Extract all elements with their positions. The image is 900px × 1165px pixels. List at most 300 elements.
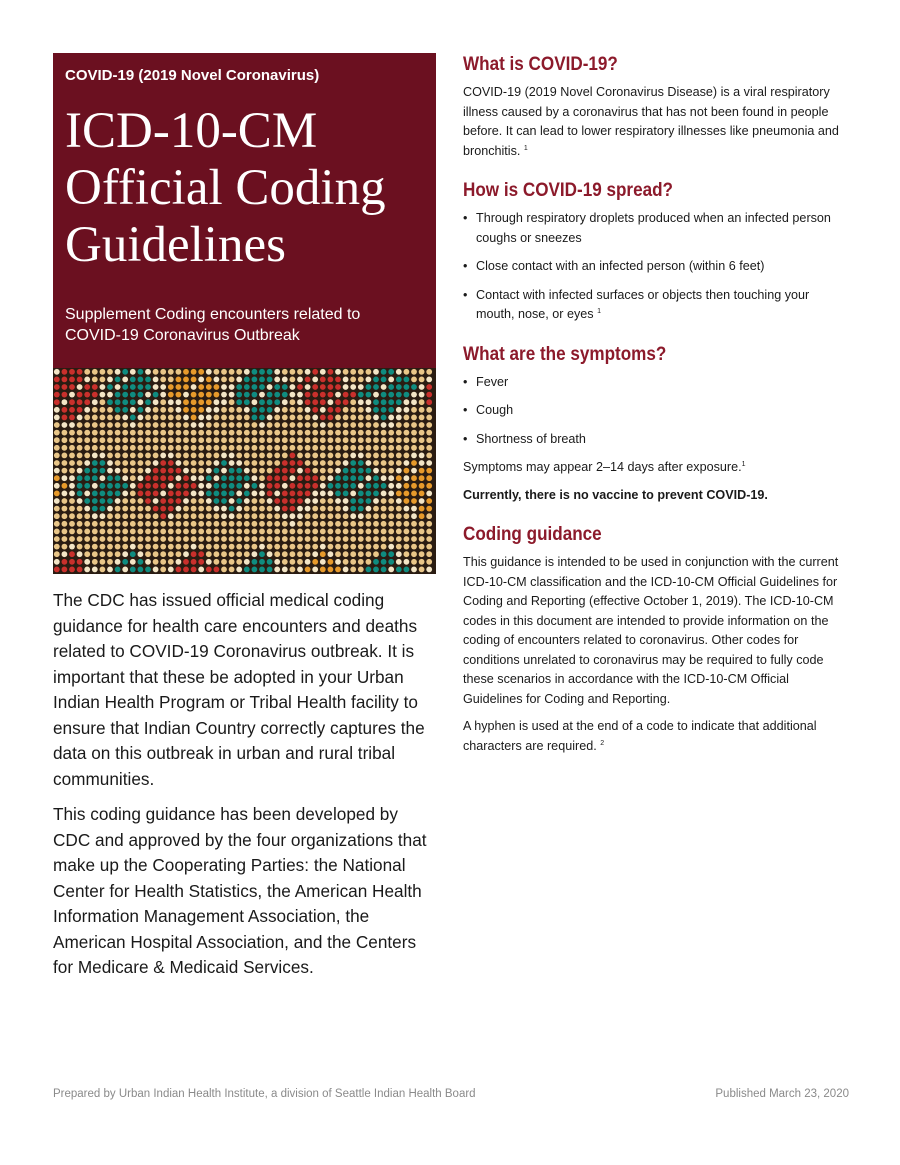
pattern-bead — [122, 536, 128, 542]
pattern-bead — [335, 445, 341, 451]
pattern-bead — [259, 460, 265, 466]
pattern-bead — [244, 437, 250, 443]
pattern-bead — [168, 506, 174, 512]
pattern-bead — [312, 536, 318, 542]
pattern-bead — [130, 475, 136, 481]
pattern-bead — [138, 506, 144, 512]
pattern-bead — [115, 559, 121, 565]
pattern-bead — [366, 460, 372, 466]
pattern-bead — [168, 529, 174, 535]
pattern-bead — [419, 567, 425, 573]
pattern-bead — [130, 506, 136, 512]
pattern-bead — [252, 483, 258, 489]
pattern-bead — [396, 491, 402, 497]
pattern-bead — [267, 415, 273, 421]
pattern-bead — [198, 460, 204, 466]
pattern-bead — [381, 445, 387, 451]
pattern-bead — [297, 460, 303, 466]
pattern-bead — [138, 468, 144, 474]
pattern-bead — [328, 437, 334, 443]
pattern-bead — [236, 369, 242, 375]
pattern-bead — [381, 384, 387, 390]
pattern-bead — [259, 430, 265, 436]
pattern-bead — [198, 506, 204, 512]
pattern-bead — [236, 529, 242, 535]
pattern-bead — [335, 384, 341, 390]
pattern-bead — [366, 551, 372, 557]
pattern-bead — [168, 551, 174, 557]
pattern-bead — [176, 422, 182, 428]
pattern-bead — [267, 506, 273, 512]
pattern-bead — [160, 513, 166, 519]
pattern-bead — [122, 377, 128, 383]
pattern-bead — [411, 460, 417, 466]
pattern-bead — [153, 384, 159, 390]
pattern-bead — [358, 513, 364, 519]
pattern-bead — [320, 415, 326, 421]
pattern-bead — [267, 407, 273, 413]
pattern-bead — [404, 567, 410, 573]
pattern-bead — [107, 536, 113, 542]
symptoms-heading: What are the symptoms? — [463, 343, 667, 365]
pattern-bead — [305, 415, 311, 421]
pattern-bead — [388, 567, 394, 573]
pattern-bead — [426, 506, 432, 512]
pattern-bead — [411, 430, 417, 436]
pattern-bead — [267, 521, 273, 527]
pattern-bead — [411, 544, 417, 550]
pattern-bead — [198, 392, 204, 398]
pattern-bead — [404, 437, 410, 443]
pattern-bead — [130, 491, 136, 497]
pattern-bead — [381, 521, 387, 527]
pattern-bead — [138, 422, 144, 428]
pattern-bead — [84, 369, 90, 375]
pattern-bead — [267, 460, 273, 466]
pattern-bead — [328, 475, 334, 481]
pattern-bead — [54, 513, 60, 519]
pattern-bead — [145, 559, 151, 565]
pattern-bead — [214, 384, 220, 390]
pattern-bead — [160, 430, 166, 436]
pattern-bead — [84, 529, 90, 535]
pattern-bead — [100, 521, 106, 527]
pattern-bead — [145, 445, 151, 451]
pattern-bead — [160, 453, 166, 459]
pattern-bead — [404, 521, 410, 527]
pattern-bead — [305, 437, 311, 443]
pattern-bead — [160, 422, 166, 428]
pattern-bead — [168, 453, 174, 459]
pattern-bead — [62, 377, 68, 383]
pattern-bead — [221, 506, 227, 512]
pattern-bead — [411, 475, 417, 481]
pattern-bead — [115, 468, 121, 474]
pattern-bead — [426, 536, 432, 542]
pattern-bead — [426, 475, 432, 481]
pattern-bead — [305, 475, 311, 481]
pattern-bead — [404, 392, 410, 398]
pattern-bead — [100, 460, 106, 466]
pattern-bead — [69, 551, 75, 557]
pattern-bead — [343, 369, 349, 375]
pattern-bead — [411, 453, 417, 459]
pattern-bead — [404, 445, 410, 451]
pattern-bead — [350, 415, 356, 421]
pattern-bead — [206, 491, 212, 497]
pattern-bead — [100, 399, 106, 405]
pattern-bead — [183, 483, 189, 489]
pattern-bead — [92, 468, 98, 474]
pattern-bead — [388, 437, 394, 443]
pattern-bead — [366, 483, 372, 489]
pattern-bead — [290, 551, 296, 557]
pattern-bead — [191, 369, 197, 375]
pattern-bead — [198, 468, 204, 474]
pattern-bead — [381, 392, 387, 398]
pattern-bead — [183, 498, 189, 504]
pattern-bead — [411, 536, 417, 542]
pattern-bead — [176, 498, 182, 504]
coding-heading: Coding guidance — [463, 524, 602, 545]
pattern-bead — [335, 377, 341, 383]
pattern-bead — [138, 544, 144, 550]
pattern-bead — [84, 544, 90, 550]
pattern-bead — [183, 384, 189, 390]
pattern-bead — [198, 559, 204, 565]
pattern-bead — [373, 521, 379, 527]
pattern-bead — [100, 437, 106, 443]
pattern-bead — [214, 422, 220, 428]
pattern-bead — [312, 460, 318, 466]
pattern-bead — [343, 475, 349, 481]
pattern-bead — [282, 513, 288, 519]
pattern-bead — [366, 437, 372, 443]
pattern-bead — [122, 475, 128, 481]
spread-item: • Through respiratory droplets produced when an infected person coughs or sneezes — [463, 209, 849, 248]
pattern-bead — [69, 392, 75, 398]
pattern-bead — [426, 460, 432, 466]
pattern-bead — [153, 415, 159, 421]
pattern-bead — [191, 551, 197, 557]
pattern-bead — [381, 415, 387, 421]
pattern-bead — [122, 513, 128, 519]
pattern-bead — [168, 513, 174, 519]
pattern-bead — [274, 551, 280, 557]
pattern-bead — [388, 453, 394, 459]
pattern-bead — [350, 445, 356, 451]
pattern-bead — [100, 483, 106, 489]
pattern-bead — [396, 536, 402, 542]
pattern-bead — [122, 521, 128, 527]
pattern-bead — [122, 392, 128, 398]
pattern-bead — [221, 407, 227, 413]
pattern-bead — [122, 544, 128, 550]
pattern-bead — [198, 415, 204, 421]
pattern-bead — [77, 506, 83, 512]
pattern-bead — [206, 384, 212, 390]
pattern-bead — [244, 551, 250, 557]
pattern-bead — [350, 460, 356, 466]
pattern-bead — [107, 559, 113, 565]
pattern-bead — [381, 513, 387, 519]
pattern-bead — [373, 369, 379, 375]
pattern-bead — [130, 445, 136, 451]
pattern-bead — [191, 453, 197, 459]
pattern-bead — [267, 475, 273, 481]
pattern-bead — [411, 384, 417, 390]
pattern-bead — [328, 422, 334, 428]
pattern-bead — [282, 437, 288, 443]
pattern-bead — [107, 491, 113, 497]
pattern-bead — [183, 529, 189, 535]
pattern-bead — [115, 491, 121, 497]
pattern-bead — [252, 506, 258, 512]
pattern-bead — [206, 559, 212, 565]
pattern-bead — [259, 415, 265, 421]
pattern-bead — [176, 513, 182, 519]
pattern-bead — [198, 475, 204, 481]
pattern-bead — [282, 430, 288, 436]
pattern-bead — [183, 453, 189, 459]
pattern-bead — [236, 399, 242, 405]
pattern-bead — [388, 559, 394, 565]
pattern-bead — [229, 430, 235, 436]
pattern-bead — [92, 460, 98, 466]
pattern-bead — [343, 437, 349, 443]
section-coding-guidance — [463, 523, 849, 756]
pattern-bead — [305, 468, 311, 474]
pattern-bead — [358, 369, 364, 375]
pattern-bead — [115, 422, 121, 428]
pattern-bead — [252, 491, 258, 497]
pattern-bead — [252, 422, 258, 428]
pattern-bead — [160, 437, 166, 443]
pattern-bead — [350, 369, 356, 375]
pattern-bead — [84, 392, 90, 398]
pattern-bead — [130, 369, 136, 375]
pattern-bead — [191, 437, 197, 443]
pattern-bead — [274, 369, 280, 375]
pattern-bead — [373, 377, 379, 383]
pattern-bead — [69, 377, 75, 383]
pattern-bead — [297, 483, 303, 489]
pattern-bead — [290, 407, 296, 413]
pattern-bead — [305, 445, 311, 451]
pattern-bead — [115, 521, 121, 527]
pattern-bead — [426, 437, 432, 443]
pattern-bead — [62, 498, 68, 504]
pattern-bead — [130, 521, 136, 527]
pattern-bead — [62, 491, 68, 497]
pattern-bead — [206, 529, 212, 535]
pattern-bead — [411, 513, 417, 519]
spread-list — [463, 209, 849, 325]
pattern-bead — [92, 559, 98, 565]
pattern-bead — [290, 544, 296, 550]
pattern-bead — [122, 422, 128, 428]
pattern-bead — [343, 460, 349, 466]
pattern-bead — [396, 567, 402, 573]
pattern-bead — [236, 559, 242, 565]
pattern-bead — [373, 399, 379, 405]
pattern-bead — [84, 513, 90, 519]
pattern-bead — [411, 415, 417, 421]
pattern-bead — [236, 483, 242, 489]
pattern-bead — [54, 392, 60, 398]
pattern-bead — [388, 551, 394, 557]
pattern-bead — [411, 567, 417, 573]
pattern-bead — [92, 453, 98, 459]
pattern-bead — [396, 506, 402, 512]
pattern-bead — [92, 506, 98, 512]
pattern-bead — [274, 521, 280, 527]
pattern-bead — [138, 483, 144, 489]
pattern-bead — [290, 513, 296, 519]
pattern-bead — [54, 506, 60, 512]
pattern-bead — [92, 544, 98, 550]
pattern-bead — [115, 483, 121, 489]
pattern-bead — [388, 536, 394, 542]
pattern-bead — [153, 475, 159, 481]
pattern-bead — [388, 513, 394, 519]
pattern-bead — [381, 407, 387, 413]
pattern-bead — [198, 430, 204, 436]
pattern-bead — [191, 544, 197, 550]
pattern-bead — [153, 506, 159, 512]
pattern-bead — [388, 392, 394, 398]
pattern-bead — [366, 399, 372, 405]
pattern-bead — [419, 483, 425, 489]
pattern-bead — [297, 369, 303, 375]
pattern-bead — [229, 445, 235, 451]
pattern-bead — [267, 377, 273, 383]
pattern-bead — [77, 392, 83, 398]
pattern-bead — [130, 559, 136, 565]
pattern-bead — [373, 475, 379, 481]
pattern-bead — [100, 544, 106, 550]
hero-banner — [53, 53, 436, 368]
pattern-bead — [69, 384, 75, 390]
pattern-bead — [54, 567, 60, 573]
pattern-bead — [69, 407, 75, 413]
pattern-bead — [206, 430, 212, 436]
pattern-bead — [419, 392, 425, 398]
pattern-bead — [396, 521, 402, 527]
pattern-bead — [107, 460, 113, 466]
pattern-bead — [426, 422, 432, 428]
pattern-bead — [153, 392, 159, 398]
pattern-bead — [259, 399, 265, 405]
pattern-bead — [320, 430, 326, 436]
pattern-bead — [373, 483, 379, 489]
pattern-bead — [198, 513, 204, 519]
pattern-bead — [252, 415, 258, 421]
pattern-bead — [282, 369, 288, 375]
pattern-bead — [92, 415, 98, 421]
pattern-bead — [236, 491, 242, 497]
pattern-bead — [312, 415, 318, 421]
pattern-bead — [130, 513, 136, 519]
pattern-bead — [168, 475, 174, 481]
pattern-bead — [198, 369, 204, 375]
pattern-bead — [244, 498, 250, 504]
pattern-bead — [221, 430, 227, 436]
pattern-bead — [145, 491, 151, 497]
pattern-bead — [176, 491, 182, 497]
pattern-bead — [274, 453, 280, 459]
pattern-bead — [69, 422, 75, 428]
pattern-bead — [214, 483, 220, 489]
pattern-bead — [160, 521, 166, 527]
pattern-bead — [62, 536, 68, 542]
pattern-bead — [358, 536, 364, 542]
pattern-bead — [138, 559, 144, 565]
pattern-bead — [115, 567, 121, 573]
pattern-bead — [259, 369, 265, 375]
pattern-bead — [411, 551, 417, 557]
pattern-bead — [62, 430, 68, 436]
what-heading: What is COVID-19? — [463, 54, 618, 75]
pattern-bead — [305, 392, 311, 398]
pattern-bead — [198, 521, 204, 527]
pattern-bead — [130, 407, 136, 413]
pattern-bead — [84, 407, 90, 413]
pattern-bead — [107, 567, 113, 573]
pattern-bead — [54, 529, 60, 535]
pattern-bead — [62, 415, 68, 421]
pattern-bead — [160, 559, 166, 565]
pattern-bead — [350, 475, 356, 481]
pattern-bead — [145, 468, 151, 474]
pattern-bead — [274, 475, 280, 481]
pattern-bead — [335, 460, 341, 466]
pattern-bead — [267, 468, 273, 474]
what-body: COVID-19 (2019 Novel Coronavirus Disease) is a viral respiratory illness caused by a coronavirus that has not been found in people before. It can lead to lower respiratory illnesses like pneumonia and bronchitis. $^1$ — [463, 85, 839, 158]
pattern-bead — [404, 483, 410, 489]
pattern-bead — [244, 513, 250, 519]
pattern-bead — [426, 399, 432, 405]
pattern-bead — [206, 513, 212, 519]
pattern-bead — [206, 567, 212, 573]
pattern-bead — [160, 544, 166, 550]
pattern-bead — [381, 422, 387, 428]
pattern-bead — [305, 559, 311, 565]
pattern-bead — [221, 513, 227, 519]
pattern-bead — [419, 377, 425, 383]
pattern-bead — [115, 475, 121, 481]
pattern-bead — [419, 475, 425, 481]
pattern-bead — [122, 468, 128, 474]
pattern-bead — [92, 422, 98, 428]
pattern-bead — [328, 453, 334, 459]
pattern-bead — [343, 430, 349, 436]
pattern-bead — [388, 369, 394, 375]
pattern-bead — [92, 521, 98, 527]
pattern-bead — [381, 529, 387, 535]
pattern-bead — [396, 445, 402, 451]
pattern-bead — [160, 567, 166, 573]
pattern-bead — [191, 392, 197, 398]
pattern-bead — [426, 491, 432, 497]
pattern-bead — [419, 536, 425, 542]
pattern-bead — [335, 422, 341, 428]
pattern-bead — [107, 544, 113, 550]
pattern-bead — [343, 491, 349, 497]
symptom-item: • Fever — [463, 373, 849, 393]
pattern-bead — [320, 544, 326, 550]
pattern-bead — [214, 521, 220, 527]
